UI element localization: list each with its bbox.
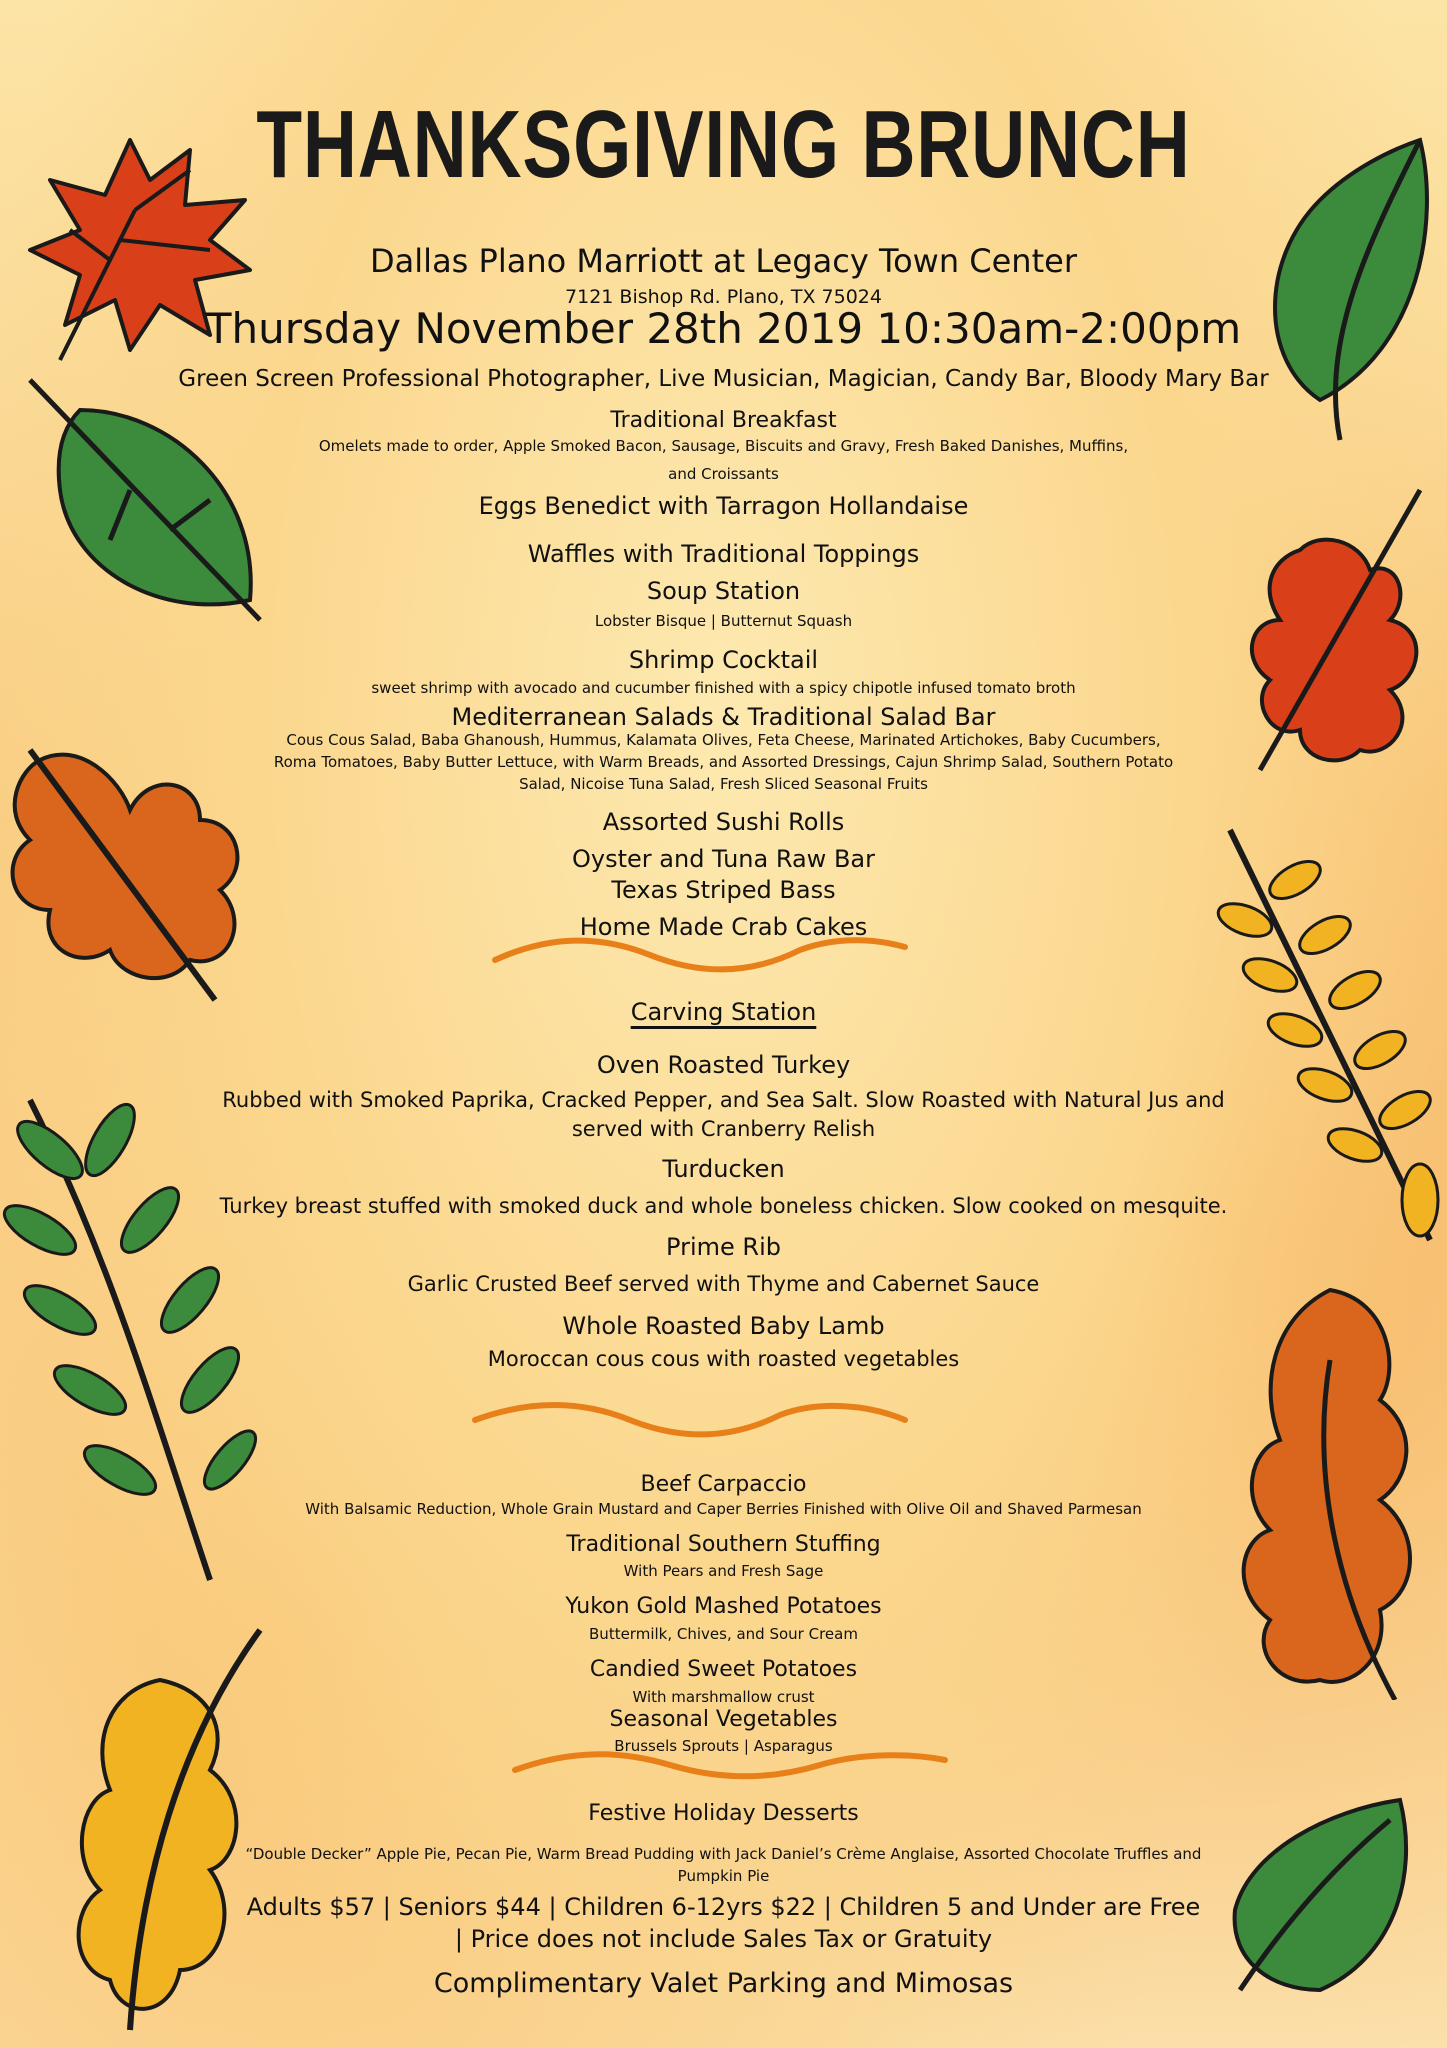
footer-valet: Complimentary Valet Parking and Mimosas: [433, 1968, 1014, 1999]
menu-item: Texas Striped Bass: [611, 876, 836, 904]
menu-item: Soup Station: [646, 577, 801, 605]
section-title: Festive Holiday Desserts: [588, 1801, 859, 1826]
menu-item: Shrimp Cocktail: [628, 646, 819, 674]
section-title: Carving Station: [630, 998, 817, 1026]
pricing-line: Adults $57 | Seniors $44 | Children 6-12yrs $22 | Children 5 and Under are Free: [246, 1893, 1201, 1921]
section-title: Traditional Breakfast: [610, 408, 837, 433]
menu-item: Oven Roasted Turkey: [596, 1051, 851, 1079]
item-description: Moroccan cous cous with roasted vegetables: [487, 1347, 960, 1371]
menu-item: Turducken: [662, 1155, 785, 1183]
item-description: Roma Tomatoes, Baby Butter Lettuce, with Warm Breads, and Assorted Dressings, Cajun Shrimp Salad, Southern Potato: [273, 753, 1174, 771]
menu-item: Candied Sweet Potatoes: [589, 1657, 858, 1682]
pricing-note: | Price does not include Sales Tax or Gratuity: [454, 1925, 993, 1953]
item-description: “Double Decker” Apple Pie, Pecan Pie, Warm Bread Pudding with Jack Daniel’s Crème Anglaise, Assorted Chocolate Truffles and: [245, 1845, 1202, 1863]
venue-address: 7121 Bishop Rd. Plano, TX 75024: [565, 286, 882, 308]
item-description: With Balsamic Reduction, Whole Grain Mustard and Caper Berries Finished with Olive Oil and Shaved Parmesan: [305, 1500, 1142, 1518]
menu-item: Oyster and Tuna Raw Bar: [572, 845, 875, 873]
item-description: served with Cranberry Relish: [571, 1117, 876, 1141]
item-description: Lobster Bisque | Butternut Squash: [594, 612, 853, 630]
menu-item: Mediterranean Salads & Traditional Salad Bar: [451, 703, 996, 731]
item-description: With Pears and Fresh Sage: [623, 1562, 824, 1580]
menu-item: Whole Roasted Baby Lamb: [562, 1312, 885, 1340]
menu-item: Home Made Crab Cakes: [579, 913, 868, 941]
menu-item: Traditional Southern Stuffing: [566, 1532, 881, 1557]
item-description: Omelets made to order, Apple Smoked Bacon, Sausage, Biscuits and Gravy, Fresh Baked Danishes, Muffins,: [318, 437, 1129, 455]
item-description: Garlic Crusted Beef served with Thyme and Cabernet Sauce: [407, 1272, 1040, 1296]
item-description: sweet shrimp with avocado and cucumber finished with a spicy chipotle infused tomato broth: [371, 679, 1076, 697]
item-description: Salad, Nicoise Tuna Salad, Fresh Sliced Seasonal Fruits: [519, 775, 928, 793]
item-description: and Croissants: [668, 465, 779, 483]
menu-item: Seasonal Vegetables: [609, 1707, 838, 1732]
item-description: Buttermilk, Chives, and Sour Cream: [589, 1625, 858, 1643]
page-title: THANKSGIVING BRUNCH: [256, 91, 1191, 198]
menu-item: Assorted Sushi Rolls: [602, 808, 845, 836]
event-extras: Green Screen Professional Photographer, Live Musician, Magician, Candy Bar, Bloody Mary Bar: [178, 366, 1269, 392]
menu-item: Waffles with Traditional Toppings: [527, 540, 920, 568]
item-description: Rubbed with Smoked Paprika, Cracked Pepper, and Sea Salt. Slow Roasted with Natural Jus and: [222, 1088, 1225, 1112]
item-description: Turkey breast stuffed with smoked duck and whole boneless chicken. Slow cooked on mesquite.: [219, 1194, 1228, 1218]
item-description: Pumpkin Pie: [677, 1867, 770, 1885]
item-description: Brussels Sprouts | Asparagus: [614, 1737, 833, 1755]
menu-item: Prime Rib: [666, 1233, 781, 1261]
venue-name: Dallas Plano Marriott at Legacy Town Center: [370, 242, 1077, 280]
menu-item: Yukon Gold Mashed Potatoes: [565, 1594, 882, 1619]
menu-item: Beef Carpaccio: [640, 1472, 807, 1497]
item-description: Cous Cous Salad, Baba Ghanoush, Hummus, Kalamata Olives, Feta Cheese, Marinated Artichokes, Baby Cucumbers,: [286, 731, 1161, 749]
item-description: With marshmallow crust: [632, 1688, 815, 1706]
event-date-time: Thursday November 28th 2019 10:30am-2:00pm: [205, 304, 1242, 353]
menu-item: Eggs Benedict with Tarragon Hollandaise: [478, 492, 969, 520]
